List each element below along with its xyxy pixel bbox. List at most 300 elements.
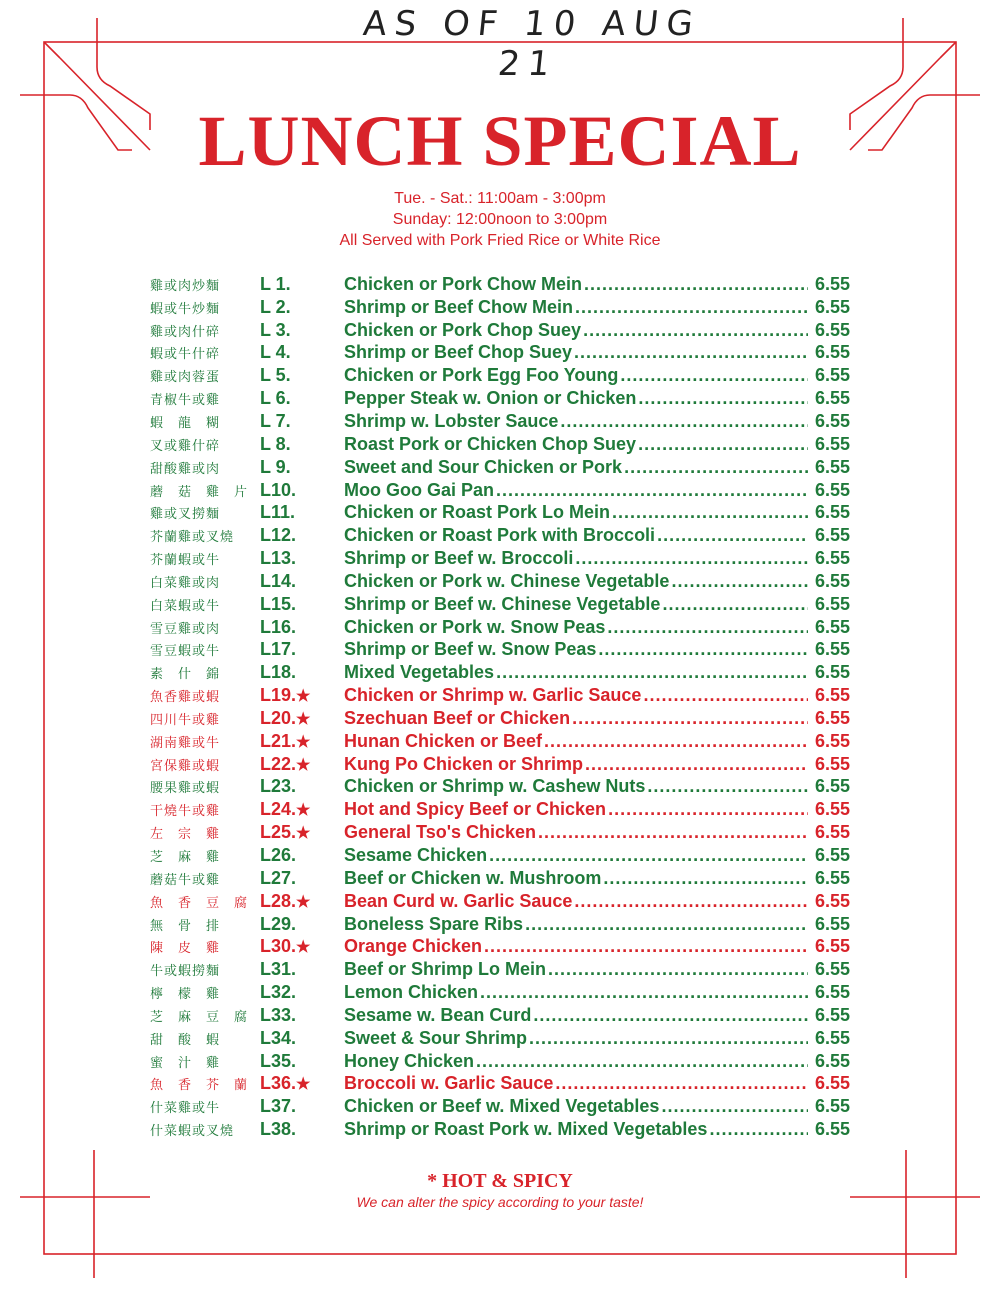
menu-item-name-cell xyxy=(344,320,810,341)
menu-item-chinese-name: 芝 麻 雞 xyxy=(150,850,221,866)
menu-item-name: Moo Goo Gai Pan xyxy=(344,479,495,500)
menu-item-code: L12. xyxy=(260,525,297,546)
menu-item-chinese-name: 蝦 龍 糊 xyxy=(150,415,221,431)
menu-item-price: 6.55 xyxy=(814,662,850,683)
menu-item-name: Lemon Chicken xyxy=(344,982,479,1003)
spicy-star-icon: ★ xyxy=(296,733,311,751)
spicy-star-icon: ★ xyxy=(296,802,311,820)
menu-item-name-cell xyxy=(344,754,810,775)
menu-item-name-cell xyxy=(344,639,810,660)
menu-item xyxy=(150,1027,850,1050)
menu-item-price: 6.55 xyxy=(814,319,850,340)
menu-item-name-cell xyxy=(344,959,810,980)
menu-item-name-cell xyxy=(344,1096,810,1117)
menu-item xyxy=(150,935,850,958)
menu-item xyxy=(150,639,850,662)
menu-item-code: L26. xyxy=(260,845,297,866)
menu-item-code: L17. xyxy=(260,639,297,660)
menu-item-chinese-name: 魚香雞或蝦 xyxy=(150,690,221,706)
menu-item-chinese-name: 雞或肉炒麵 xyxy=(150,278,221,294)
menu-item-price: 6.55 xyxy=(814,1119,850,1140)
dot-leader xyxy=(638,434,808,455)
menu-item-chinese-name: 蘑 菇 雞 片 xyxy=(150,484,249,500)
menu-item-chinese-name: 雪豆雞或肉 xyxy=(150,621,221,637)
menu-item-price: 6.55 xyxy=(814,342,850,363)
menu-item-code: L16. xyxy=(260,616,297,637)
menu-item-chinese-name: 白菜蝦或牛 xyxy=(150,598,221,614)
menu-item-chinese-name: 魚 香 芥 蘭 xyxy=(150,1078,249,1094)
menu-item-code: L 8. xyxy=(260,433,291,454)
menu-item-name-cell xyxy=(344,617,810,638)
menu-item-chinese-name: 魚 香 豆 腐 xyxy=(150,895,249,911)
menu-item-code-cell xyxy=(260,1028,344,1049)
menu-item-code: L11. xyxy=(260,502,296,523)
menu-item-code-cell xyxy=(260,480,344,501)
menu-item-code: L 9. xyxy=(260,456,291,477)
menu-item-code: L19. xyxy=(260,685,297,706)
menu-item-code: L 6. xyxy=(260,388,291,409)
menu-item xyxy=(150,981,850,1004)
menu-item-chinese-name: 蝦或牛炒麵 xyxy=(150,301,221,317)
spicy-star-icon: ★ xyxy=(296,825,311,843)
dot-leader xyxy=(638,388,808,409)
menu-item-code: L32. xyxy=(260,982,297,1003)
menu-item-code-cell xyxy=(260,776,344,797)
menu-item-code-cell xyxy=(260,1051,344,1072)
menu-item-code-cell xyxy=(260,1096,344,1117)
menu-item-code-cell xyxy=(260,982,344,1003)
menu-item-price: 6.55 xyxy=(814,913,850,934)
hot-spicy-legend: * HOT & SPICY xyxy=(427,1170,573,1192)
menu-item xyxy=(150,479,850,502)
dot-leader xyxy=(585,754,808,775)
menu-item-name: Chicken or Roast Pork with Broccoli xyxy=(344,525,656,546)
dot-leader xyxy=(476,1051,808,1072)
menu-item-code: L 5. xyxy=(260,365,291,386)
menu-list xyxy=(150,273,850,1141)
menu-item-code-cell xyxy=(260,434,344,455)
menu-item-code: L25. xyxy=(260,822,297,843)
menu-item-code: L36. xyxy=(260,1073,297,1094)
menu-item-name: Kung Po Chicken or Shrimp xyxy=(344,753,584,774)
menu-item-price: 6.55 xyxy=(814,616,850,637)
menu-item xyxy=(150,661,850,684)
menu-item-code-cell xyxy=(260,502,344,523)
menu-item-code-cell xyxy=(260,297,344,318)
menu-item-chinese-name: 什菜蝦或叉燒 xyxy=(150,1124,235,1140)
dot-leader xyxy=(560,411,808,432)
menu-item-name: Shrimp w. Lobster Sauce xyxy=(344,410,559,431)
menu-item-chinese-name: 蝦或牛什碎 xyxy=(150,347,221,363)
dot-leader xyxy=(480,982,808,1003)
menu-item-name-cell xyxy=(344,731,810,752)
menu-item-price: 6.55 xyxy=(814,410,850,431)
dot-leader xyxy=(620,365,808,386)
handwritten-date-note: AS OF 10 AUG 21 xyxy=(361,4,703,84)
menu-item-code: L23. xyxy=(260,776,297,797)
menu-item-code: L 4. xyxy=(260,342,291,363)
menu-item xyxy=(150,707,850,730)
menu-item-name-cell xyxy=(344,1005,810,1026)
menu-item-code-cell xyxy=(260,525,344,546)
menu-item-name: Chicken or Pork Chow Mein xyxy=(344,273,583,294)
menu-item-price: 6.55 xyxy=(814,456,850,477)
menu-item xyxy=(150,593,850,616)
menu-item xyxy=(150,364,850,387)
menu-item-name: Roast Pork or Chicken Chop Suey xyxy=(344,433,637,454)
menu-item-code-cell xyxy=(260,685,344,706)
menu-item-name: Sweet and Sour Chicken or Pork xyxy=(344,456,623,477)
footer xyxy=(0,1170,1000,1210)
menu-item-price: 6.55 xyxy=(814,1073,850,1094)
menu-item-chinese-name: 雞或肉什碎 xyxy=(150,324,221,340)
menu-item-code-cell xyxy=(260,845,344,866)
menu-item xyxy=(150,616,850,639)
menu-item-name: Shrimp or Beef w. Broccoli xyxy=(344,548,574,569)
menu-item-name: Chicken or Roast Pork Lo Mein xyxy=(344,502,611,523)
menu-item-price: 6.55 xyxy=(814,685,850,706)
dot-leader xyxy=(575,548,808,569)
menu-item-name: Bean Curd w. Garlic Sauce xyxy=(344,890,573,911)
menu-item-code-cell xyxy=(260,799,344,820)
menu-item-code: L 3. xyxy=(260,319,291,340)
menu-item-chinese-name: 牛或蝦撈麵 xyxy=(150,964,221,980)
menu-item-name-cell xyxy=(344,982,810,1003)
dot-leader xyxy=(598,639,808,660)
menu-item-code: L30. xyxy=(260,936,297,957)
menu-item-price: 6.55 xyxy=(814,502,850,523)
menu-item xyxy=(150,319,850,342)
menu-item-chinese-name: 陳 皮 雞 xyxy=(150,941,221,957)
menu-item-name-cell xyxy=(344,274,810,295)
dot-leader xyxy=(575,297,808,318)
menu-item-name: Chicken or Pork Egg Foo Young xyxy=(344,365,619,386)
menu-item-code: L29. xyxy=(260,913,297,934)
dot-leader xyxy=(647,776,808,797)
menu-item-name-cell xyxy=(344,868,810,889)
menu-item-code: L31. xyxy=(260,959,297,980)
menu-item-price: 6.55 xyxy=(814,890,850,911)
menu-item-code-cell xyxy=(260,1005,344,1026)
menu-item-code-cell xyxy=(260,891,344,912)
dot-leader xyxy=(538,822,808,843)
dot-leader xyxy=(484,936,808,957)
menu-item-chinese-name: 左 宗 雞 xyxy=(150,827,221,843)
menu-item-price: 6.55 xyxy=(814,776,850,797)
menu-item-name-cell xyxy=(344,708,810,729)
menu-item-name-cell xyxy=(344,1051,810,1072)
menu-item-chinese-name: 無 骨 排 xyxy=(150,918,221,934)
spicy-star-icon: ★ xyxy=(296,893,311,911)
menu-item-chinese-name: 雞或肉蓉蛋 xyxy=(150,370,221,386)
menu-item xyxy=(150,1073,850,1096)
menu-item-code: L21. xyxy=(260,730,297,751)
menu-item-name-cell xyxy=(344,388,810,409)
dot-leader xyxy=(662,594,808,615)
menu-item-code: L 7. xyxy=(260,410,291,431)
menu-item-chinese-name: 白菜雞或肉 xyxy=(150,575,221,591)
menu-item xyxy=(150,456,850,479)
menu-item-code: L34. xyxy=(260,1027,297,1048)
menu-item xyxy=(150,524,850,547)
menu-item-price: 6.55 xyxy=(814,799,850,820)
menu-item-code: L24. xyxy=(260,799,297,820)
menu-item-name: Sesame w. Bean Curd xyxy=(344,1004,532,1025)
menu-item-code: L27. xyxy=(260,867,297,888)
dot-leader xyxy=(544,731,808,752)
menu-item-name: Beef or Chicken w. Mushroom xyxy=(344,867,602,888)
menu-item-price: 6.55 xyxy=(814,867,850,888)
page-title: LUNCH SPECIAL xyxy=(198,101,802,181)
menu-item-price: 6.55 xyxy=(814,982,850,1003)
menu-item xyxy=(150,410,850,433)
menu-item xyxy=(150,342,850,365)
menu-item-price: 6.55 xyxy=(814,525,850,546)
menu-item-name-cell xyxy=(344,662,810,683)
menu-item-code-cell xyxy=(260,388,344,409)
menu-item-chinese-name: 甜 酸 蝦 xyxy=(150,1032,221,1048)
menu-item-name-cell xyxy=(344,297,810,318)
menu-item-name-cell xyxy=(344,411,810,432)
menu-item-name-cell xyxy=(344,594,810,615)
dot-leader xyxy=(661,1096,808,1117)
menu-item xyxy=(150,913,850,936)
menu-item xyxy=(150,296,850,319)
menu-item-code-cell xyxy=(260,822,344,843)
menu-item-name: Broccoli w. Garlic Sauce xyxy=(344,1073,554,1094)
menu-item-name: Hunan Chicken or Beef xyxy=(344,730,543,751)
menu-item-price: 6.55 xyxy=(814,388,850,409)
menu-item-price: 6.55 xyxy=(814,1004,850,1025)
menu-item xyxy=(150,958,850,981)
menu-item-code-cell xyxy=(260,365,344,386)
menu-item-code: L20. xyxy=(260,707,297,728)
menu-item-name-cell xyxy=(344,1119,810,1140)
dot-leader xyxy=(612,502,808,523)
menu-item-name: Chicken or Shrimp w. Cashew Nuts xyxy=(344,776,646,797)
menu-item xyxy=(150,1118,850,1141)
menu-item-code-cell xyxy=(260,274,344,295)
menu-item-name-cell xyxy=(344,434,810,455)
spicy-star-icon: ★ xyxy=(296,1076,311,1094)
dot-leader xyxy=(671,571,808,592)
menu-item-chinese-name: 干燒牛或雞 xyxy=(150,804,221,820)
menu-item-price: 6.55 xyxy=(814,1096,850,1117)
menu-item-name: Chicken or Pork w. Chinese Vegetable xyxy=(344,570,670,591)
menu-item-code: L33. xyxy=(260,1004,297,1025)
menu-item-code-cell xyxy=(260,639,344,660)
menu-item-code: L35. xyxy=(260,1050,297,1071)
menu-item-name-cell xyxy=(344,571,810,592)
menu-item-price: 6.55 xyxy=(814,845,850,866)
menu-item-code-cell xyxy=(260,548,344,569)
menu-item-code-cell xyxy=(260,1119,344,1140)
menu-item xyxy=(150,776,850,799)
dot-leader xyxy=(709,1119,808,1140)
hours-sunday: Sunday: 12:00noon to 3:00pm xyxy=(392,211,608,228)
menu-item-name: Shrimp or Roast Pork w. Mixed Vegetables xyxy=(344,1119,708,1140)
menu-item-code-cell xyxy=(260,731,344,752)
menu-item-price: 6.55 xyxy=(814,273,850,294)
menu-item-price: 6.55 xyxy=(814,570,850,591)
menu-item-price: 6.55 xyxy=(814,365,850,386)
menu-item-name: Mixed Vegetables xyxy=(344,662,495,683)
menu-item xyxy=(150,730,850,753)
menu-item-name-cell xyxy=(344,342,810,363)
menu-item-name-cell xyxy=(344,480,810,501)
menu-item-code-cell xyxy=(260,320,344,341)
spicy-star-icon: ★ xyxy=(296,688,311,706)
menu-item-price: 6.55 xyxy=(814,959,850,980)
dot-leader xyxy=(496,662,808,683)
menu-item-name-cell xyxy=(344,1028,810,1049)
menu-item-name: Sweet & Sour Shrimp xyxy=(344,1027,528,1048)
hours-weekday: Tue. - Sat.: 11:00am - 3:00pm xyxy=(394,190,606,207)
menu-item-code-cell xyxy=(260,959,344,980)
spicy-note: We can alter the spicy according to your taste! xyxy=(356,1194,644,1210)
menu-item-name: Szechuan Beef or Chicken xyxy=(344,707,571,728)
menu-item-name-cell xyxy=(344,525,810,546)
menu-item-code: L 1. xyxy=(260,273,291,294)
dot-leader xyxy=(489,845,808,866)
menu-item-name-cell xyxy=(344,548,810,569)
menu-item-name: Boneless Spare Ribs xyxy=(344,913,524,934)
dot-leader xyxy=(603,868,808,889)
menu-item-chinese-name: 腰果雞或蝦 xyxy=(150,781,221,797)
menu-item-name-cell xyxy=(344,914,810,935)
menu-item-name-cell xyxy=(344,1073,810,1094)
menu-item-chinese-name: 芥蘭蝦或牛 xyxy=(150,553,221,569)
menu-item-code-cell xyxy=(260,571,344,592)
menu-item-code-cell xyxy=(260,594,344,615)
menu-item xyxy=(150,684,850,707)
menu-item-code-cell xyxy=(260,754,344,775)
dot-leader xyxy=(607,617,808,638)
menu-item-chinese-name: 四川牛或雞 xyxy=(150,712,221,728)
dot-leader xyxy=(608,799,808,820)
menu-item-name-cell xyxy=(344,845,810,866)
dot-leader xyxy=(555,1073,808,1094)
menu-item-name: General Tso's Chicken xyxy=(344,822,537,843)
menu-item-code: L13. xyxy=(260,548,297,569)
dot-leader xyxy=(525,914,808,935)
dot-leader xyxy=(496,480,808,501)
menu-item-name-cell xyxy=(344,936,810,957)
menu-item-name-cell xyxy=(344,776,810,797)
menu-item-name: Chicken or Shrimp w. Garlic Sauce xyxy=(344,685,642,706)
menu-item-price: 6.55 xyxy=(814,479,850,500)
menu-item-code: L14. xyxy=(260,570,297,591)
menu-item-code: L10. xyxy=(260,479,297,500)
menu-item-name: Beef or Shrimp Lo Mein xyxy=(344,959,547,980)
menu-item-name: Shrimp or Beef w. Chinese Vegetable xyxy=(344,593,661,614)
dot-leader xyxy=(584,274,808,295)
dot-leader xyxy=(583,320,808,341)
hours-block xyxy=(0,188,1000,251)
menu-item-name: Sesame Chicken xyxy=(344,845,488,866)
menu-item-chinese-name: 宮保雞或蝦 xyxy=(150,758,221,774)
menu-item-name: Chicken or Pork Chop Suey xyxy=(344,319,582,340)
spicy-star-icon: ★ xyxy=(296,710,311,728)
menu-item-price: 6.55 xyxy=(814,707,850,728)
menu-item-chinese-name: 雪豆蝦或牛 xyxy=(150,644,221,660)
menu-item-name: Honey Chicken xyxy=(344,1050,475,1071)
menu-item-code: L18. xyxy=(260,662,297,683)
menu-item-name-cell xyxy=(344,457,810,478)
menu-item-chinese-name: 叉或雞什碎 xyxy=(150,438,221,454)
menu-item xyxy=(150,844,850,867)
menu-item-name: Shrimp or Beef Chow Mein xyxy=(344,296,574,317)
dot-leader xyxy=(574,891,808,912)
menu-item-code-cell xyxy=(260,914,344,935)
menu-item-chinese-name: 蘑菇牛或雞 xyxy=(150,872,221,888)
dot-leader xyxy=(548,959,808,980)
menu-item-name-cell xyxy=(344,685,810,706)
menu-item-name: Shrimp or Beef Chop Suey xyxy=(344,342,573,363)
dot-leader xyxy=(529,1028,808,1049)
menu-item-name-cell xyxy=(344,891,810,912)
menu-item xyxy=(150,798,850,821)
menu-item-price: 6.55 xyxy=(814,433,850,454)
spicy-star-icon: ★ xyxy=(296,939,311,957)
menu-item-name-cell xyxy=(344,822,810,843)
menu-item-name-cell xyxy=(344,799,810,820)
menu-item-chinese-name: 青椒牛或雞 xyxy=(150,393,221,409)
menu-item xyxy=(150,273,850,296)
dot-leader xyxy=(657,525,808,546)
menu-item-name: Hot and Spicy Beef or Chicken xyxy=(344,799,607,820)
menu-item-chinese-name: 芥蘭雞或叉燒 xyxy=(150,530,235,546)
menu-item-code-cell xyxy=(260,411,344,432)
menu-item-code-cell xyxy=(260,936,344,957)
menu-item-chinese-name: 什菜雞或牛 xyxy=(150,1101,221,1117)
menu-item xyxy=(150,753,850,776)
menu-item-chinese-name: 湖南雞或牛 xyxy=(150,735,221,751)
menu-item-code-cell xyxy=(260,1073,344,1094)
menu-item-code-cell xyxy=(260,457,344,478)
menu-item-code-cell xyxy=(260,708,344,729)
dot-leader xyxy=(533,1005,808,1026)
menu-item xyxy=(150,890,850,913)
menu-item-name: Chicken or Beef w. Mixed Vegetables xyxy=(344,1096,660,1117)
menu-item-price: 6.55 xyxy=(814,753,850,774)
menu-item xyxy=(150,821,850,844)
menu-item xyxy=(150,501,850,524)
dot-leader xyxy=(624,457,808,478)
menu-item xyxy=(150,867,850,890)
menu-item-code-cell xyxy=(260,868,344,889)
menu-item-code: L37. xyxy=(260,1096,297,1117)
menu-item-name-cell xyxy=(344,365,810,386)
menu-item-chinese-name: 甜酸雞或肉 xyxy=(150,461,221,477)
dot-leader xyxy=(643,685,808,706)
menu-item-chinese-name: 蜜 汁 雞 xyxy=(150,1055,221,1071)
menu-item-chinese-name: 檸 檬 雞 xyxy=(150,987,221,1003)
menu-item-chinese-name: 雞或叉撈麵 xyxy=(150,507,221,523)
menu-item-price: 6.55 xyxy=(814,730,850,751)
menu-item xyxy=(150,1004,850,1027)
menu-item-code: L28. xyxy=(260,890,297,911)
menu-item xyxy=(150,433,850,456)
menu-item-name-cell xyxy=(344,502,810,523)
menu-item-price: 6.55 xyxy=(814,822,850,843)
menu-item-price: 6.55 xyxy=(814,1027,850,1048)
menu-item-name: Chicken or Pork w. Snow Peas xyxy=(344,616,606,637)
menu-item-code: L 2. xyxy=(260,296,291,317)
menu-item-price: 6.55 xyxy=(814,936,850,957)
menu-item-code-cell xyxy=(260,662,344,683)
menu-item xyxy=(150,547,850,570)
